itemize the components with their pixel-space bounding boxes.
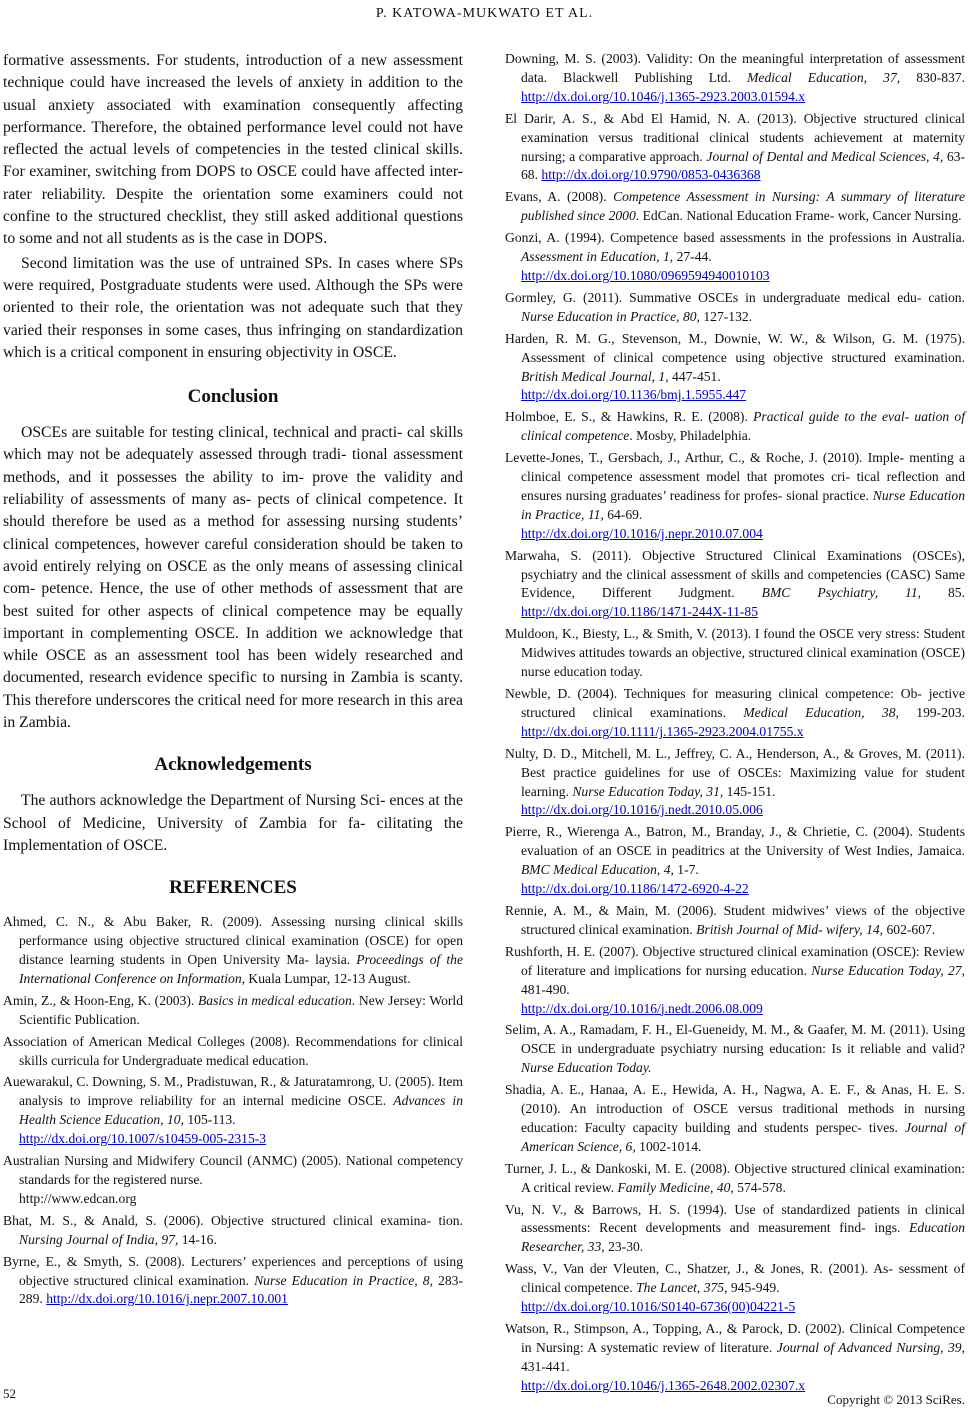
reference-entry [505,229,965,286]
reference-pages: 27-44. [673,249,712,265]
reference-text: Auewarakul, C. Downing, S. M., Pradistuwan, R., & Jaturatamrong, U. (2005). Item analysis to improve reliability for an internal medicine OSCE. [3,1074,463,1109]
reference-entry [505,685,965,742]
reference-pages: Kuala Lumpar, 12-13 August. [245,970,411,986]
reference-entry [505,408,965,446]
reference-source: Competence Assessment in Nursing: A summary of literature published since 2000 [521,189,966,224]
reference-source: BMC Medical Education, 4, [521,862,674,878]
reference-pages: 63-68. [521,148,965,183]
reference-entry [505,289,965,327]
reference-text: El Darir, A. S., & Abd El Hamid, N. A. (2013). Objective structured clinical examination versus traditional clinical students achievement at maternity nursing; a comparative approach. [505,110,965,164]
reference-pages: 14-16. [178,1231,217,1247]
doi-link[interactable]: http://dx.doi.org/10.1007/s10459-005-2315-3 [19,1131,267,1147]
reference-entry [505,449,965,544]
doi-link[interactable]: http://dx.doi.org/10.1136/bmj.1.5955.447 [521,387,747,403]
reference-pages: 1002-1014. [635,1138,702,1154]
reference-pages: 574-578. [733,1179,786,1195]
reference-source: Nurse Education Today, 27, [811,962,965,978]
reference-text: Evans, A. (2008). [505,189,614,205]
reference-entry [505,1320,965,1396]
reference-text: Marwaha, S. (2011). Objective Structured Clinical Examinations (OSCEs), psychiatry and the clinical assessment of skills and competencies (CASC) Same Evidence, Different Judgment. [505,547,965,601]
reference-source: The Lancet, 375, [636,1280,728,1296]
reference-text: Nulty, D. D., Mitchell, M. L., Jeffrey, C. A., Henderson, A., & Groves, M. (2011). Best practice guidelines for use of OSCEs: Maximizing value for student learning. [505,745,965,799]
reference-pages: 127-132. [699,308,753,324]
reference-pages: 1-7. [673,862,699,878]
reference-entry [3,992,463,1030]
body-paragraph: formative assessments. For students, introduction of a new assessment technique could have increased the levels of anxiety in addition to the usual anxiety associated with examination consequently affecting performance. Therefore, the obtained performance level could not have reflected the actual levels of competencies in the tested clinical skills. For examiner, switching from DOPS to OSCE could have affected inter-rater reliability. Despite the orientation some examiners could not confine to the structured checklist, they still asked additional questions to some and not all students as is the case in DOPS. [3,52,463,248]
doi-link[interactable]: http://dx.doi.org/10.1186/1471-244X-11-85 [521,604,759,620]
reference-source: BMC Psychiatry, 11, [761,585,922,601]
reference-pages: 283-289. [19,1272,463,1307]
reference-text: Gonzi, A. (1994). Competence based assessments in the professions in Australia. [505,230,965,246]
reference-text: Association of American Medical Colleges (2008). Recommendations for clinical skills curricula for Undergraduate medical education. [3,1033,463,1068]
reference-entry [505,50,965,107]
reference-text: Ahmed, C. N., & Abu Baker, R. (2009). Assessing nursing clinical skills performance using objective structured clinical examination (OSCE) for open distance learning students in Open University Ma- laysia. [3,914,463,968]
reference-text: Pierre, R., Wierenga A., Batron, M., Branday, J., & Chrietie, C. (2004). Students evaluation of an OSCE in peaditrics at the University of West Indies, Jamaica. [505,824,965,859]
reference-source: Nurse Education Today. [521,1060,652,1076]
reference-entry [3,1152,463,1209]
right-column [505,50,965,1399]
reference-entry [505,547,965,623]
reference-text: Shadia, A. E., Hanaa, A. E., Hewida, A. H., Nagwa, A. E. F., & Anas, H. E. S. (2010). An introduction of OSCE versus traditional methods in nursing education: Faculty capacity building and students perspec- tives. [505,1082,965,1135]
reference-text: Rennie, A. M., & Main, M. (2006). Student midwives’ views of the objective structured clinical examination. [505,902,965,937]
reference-entry [3,1033,463,1071]
page-number: 52 [3,1386,16,1401]
doi-link[interactable]: http://dx.doi.org/10.1016/j.nedt.2010.05.006 [521,802,763,818]
reference-pages: 602-607. [883,921,936,937]
reference-source: British Journal of Mid- wifery, 14, [696,921,884,937]
reference-text: Harden, R. M. G., Stevenson, M., Downie, W. W., & Wilson, G. M. (1975). Assessment of clinical competence using objective structured examination. [505,330,965,365]
references-heading: REFERENCES [169,877,297,899]
doi-link[interactable]: http://dx.doi.org/10.1016/j.nepr.2007.10.001 [46,1291,288,1307]
reference-text: Vu, N. V., & Barrows, H. S. (1994). Use of standardized patients in clinical assessments: Recent developments and measurement find- ings. [505,1201,965,1236]
acknowledgements-heading: Acknowledgements [154,754,312,776]
acknowledgements-paragraph: The authors acknowledge the Department of Nursing Sci- ences at the School of Medicine, University of Zambia for fa- cilitating the Implementation of OSCE. [3,792,463,854]
doi-link[interactable]: http://dx.doi.org/10.1080/0969594940010103 [521,267,770,283]
doi-link[interactable]: http://dx.doi.org/10.1046/j.1365-2648.2002.02307.x [521,1377,806,1393]
reference-source: Nurse Education in Practice, 8, [254,1272,433,1288]
reference-pages: . New Jersey: World Scientific Publication. [19,992,463,1027]
doi-link[interactable]: http://dx.doi.org/10.9790/0853-0436368 [541,167,761,183]
reference-entry [505,1160,965,1198]
reference-text: Levette-Jones, T., Gersbach, J., Arthur, C., & Roche, J. (2010). Imple- menting a clinical competence assessment model that promotes cri- tical reflection and ensures nursing graduates’ readiness for profes- sional practice. [505,450,965,503]
reference-source: Nurse Education in Practice, 11, [521,487,965,522]
reference-entry [505,1260,965,1317]
conclusion-heading: Conclusion [187,386,279,408]
reference-entry [3,1253,463,1310]
reference-pages: 145-151. [723,783,776,799]
reference-entry [505,1201,965,1258]
reference-entry [3,1212,463,1250]
reference-entry [505,823,965,899]
reference-pages: 830-837. [900,69,966,85]
reference-text: Bhat, M. S., & Anald, S. (2006). Objective structured clinical examina- tion. [3,1212,463,1228]
reference-source: Journal of American Science, 6, [521,1119,965,1154]
reference-source: Advances in Health Science Education, 10, [19,1093,463,1128]
reference-pages: 431-441. [521,1358,570,1374]
conclusion-paragraph: OSCEs are suitable for testing clinical, technical and practi- cal skills which may not be adequately assessed through tradi- tional assessment methods, and it possesses the ability to im- prove the validity and reliability of assessments of many as- pects of clinical competence. It should therefore be used as a method for assessing nursing students’ clinical competences, however careful consideration should be taken to avoid entirely relying on OSCE as the only means of assessing clinical com- petence. Hence, the use of other methods of assessment that are best suited for other aspects of clinical competence may be equally important in complementing OSCE. In addition we acknowledge that while OSCE as an assessment tool has been widely researched and documented, research evidence specific to nursing in Zambia is scanty. This therefore underscores the critical need for more research in this area in Zambia. [3,424,463,732]
reference-source: Medical Education, 37, [747,69,901,85]
reference-entry [505,188,965,226]
reference-text: Watson, R., Stimpson, A., Topping, A., & Parock, D. (2002). Clinical Competence in Nursing: A systematic review of literature. [505,1321,965,1355]
reference-list-left [3,913,463,1309]
reference-text: Holmboe, E. S., & Hawkins, R. E. (2008). [505,409,754,425]
reference-pages: 64-69. [603,506,643,522]
reference-text: Newble, D. (2004). Techniques for measuring clinical competence: Ob- jective structured clinical examinations. [505,686,965,720]
reference-entry [505,943,965,1019]
reference-pages: 23-30. [604,1239,644,1255]
reference-source: Nurse Education Today, 31, [572,783,724,799]
reference-pages: 105-113. [183,1112,236,1128]
reference-entry [505,1081,965,1157]
reference-url: http://www.edcan.org [19,1190,137,1206]
reference-entry [3,1073,463,1149]
reference-pages: 945-949. [727,1280,780,1296]
running-header: P. KATOWA-MUKWATO ET AL. [375,6,594,21]
reference-entry [505,330,965,406]
body-paragraph: Second limitation was the use of untrained SPs. In cases where SPs were required, Postgraduate students were used. Although the SPs were oriented to their role, the orientation was not adequate such that they varied their responses in some cases, thus infringing on standardization which is a critical component in ensuring objectivity in OSCE. [3,254,463,361]
reference-list-right [505,50,965,1396]
reference-text: Wass, V., Van der Vleuten, C., Shatzer, J., & Jones, R. (2001). As- sessment of clinical competence. [505,1261,965,1296]
copyright-notice: Copyright © 2013 SciRes. [827,1392,965,1407]
reference-source: Medical Education, 38, [743,704,899,720]
reference-pages: . EdCan. National Education Frame- work, Cancer Nursing. [635,208,962,224]
reference-text: Gormley, G. (2011). Summative OSCEs in undergraduate medical edu- cation. [505,289,965,305]
reference-entry [505,1021,965,1078]
reference-pages: 481-490. [521,981,570,997]
reference-entry [3,913,463,989]
reference-source: Practical guide to the eval- uation of clinical competence [521,409,965,444]
reference-pages: 447-451. [668,368,721,384]
reference-entry [505,745,965,821]
reference-pages: . Mosby, Philadelphia. [629,428,752,444]
reference-entry [505,902,965,940]
reference-source: Education Researcher, 33, [521,1220,965,1255]
doi-link[interactable]: http://dx.doi.org/10.1016/S0140-6736(00)04221-5 [521,1299,796,1315]
reference-source: Journal of Advanced Nursing, 39, [776,1339,965,1355]
reference-source: Assessment in Education, 1, [521,249,674,265]
doi-link[interactable]: http://dx.doi.org/10.1186/1472-6920-4-22 [521,881,749,897]
reference-source: Nurse Education in Practice, 80, [521,308,700,324]
doi-link[interactable]: http://dx.doi.org/10.1016/j.nepr.2010.07.004 [521,525,763,541]
reference-text: Rushforth, H. E. (2007). Objective structured clinical examination (OSCE): Review of literature and implications for nursing education. [505,943,965,978]
reference-source: Family Medicine, 40, [617,1179,734,1195]
doi-link[interactable]: http://dx.doi.org/10.1111/j.1365-2923.2004.01755.x [521,723,804,739]
reference-source: Journal of Dental and Medical Sciences, 4, [706,148,944,164]
reference-source: Nursing Journal of India, 97, [19,1231,179,1247]
reference-entry [505,625,965,682]
reference-text: Muldoon, K., Biesty, L., & Smith, V. (2013). I found the OSCE very stress: Student Midwives attitudes towards an objective, structured clinical examination (OSCE) nurse education today. [505,626,965,680]
reference-text: Amin, Z., & Hoon-Eng, K. (2003). [3,992,198,1008]
reference-source: British Medical Journal, 1, [521,368,669,384]
reference-text: Downing, M. S. (2003). Validity: On the meaningful interpretation of assessment data. Blackwell Publishing Ltd. [505,51,965,85]
reference-text: Australian Nursing and Midwifery Council (ANMC) (2005). National competency standards for the registered nurse. [3,1153,463,1187]
reference-pages: 199-203. [898,704,966,720]
reference-entry [505,110,965,186]
doi-link[interactable]: http://dx.doi.org/10.1016/j.nedt.2006.08.009 [521,1000,763,1016]
reference-text: Byrne, E., & Smyth, S. (2008). Lecturers’ experiences and perceptions of using objective structured clinical examination. [3,1253,463,1288]
doi-link[interactable]: http://dx.doi.org/10.1046/j.1365-2923.2003.01594.x [521,88,806,104]
reference-source: Proceedings of the International Conference on Information, [19,952,463,986]
reference-pages: 85. [921,585,965,601]
reference-source: Basics in medical education [198,992,352,1008]
reference-text: Turner, J. L., & Dankoski, M. E. (2008). Objective structured clinical examination: A critical review. [505,1160,965,1195]
reference-text: Selim, A. A., Ramadam, F. H., El-Gueneidy, M. M., & Gaafer, M. M. (2011). Using OSCE in undergraduate psychiatry nursing education: Is it reliable and valid? [505,1022,965,1057]
left-column [3,50,463,1312]
